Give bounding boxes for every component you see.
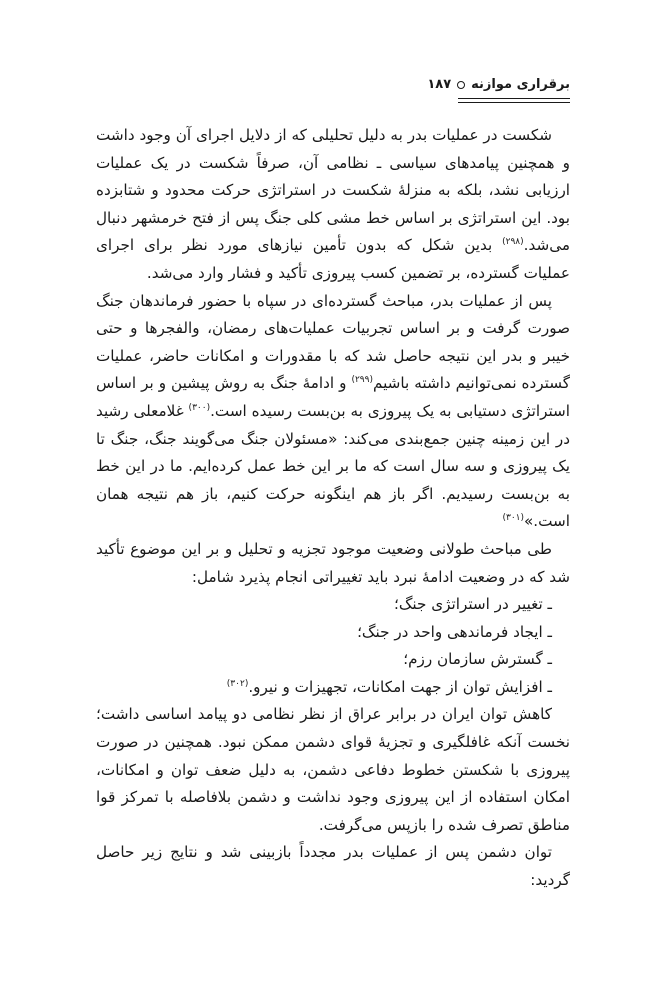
paragraph-3-text: طی مباحث طولانی وضعیت موجود تجزیه و تحلیل و بر این موضوع تأکید شد که در وضعیت ادامهٔ نبرد باید تغییراتی انجام پذیرد شامل: — [96, 539, 570, 586]
paragraph-1 — [96, 122, 570, 288]
paragraph-5-text: توان دشمن پس از عملیات بدر مجدداً بازبینی شد و نتایج زیر حاصل گردید: — [96, 843, 570, 890]
header-title: برقراری موازنه — [471, 77, 570, 92]
page-number: ۱۸۷ — [427, 77, 452, 92]
paragraph-5 — [96, 839, 570, 894]
changes-list — [96, 591, 570, 701]
paragraph-1-text-cont: بدین شکل که بدون تأمین نیازهای مورد نظر برای اجرای عملیات گسترده، بر تضمین کسب پیروزی تأکید و فشار وارد می‌شد. — [96, 236, 570, 282]
footnote-ref-298: (۲۹۸) — [502, 237, 524, 248]
paragraph-4-text: کاهش توان ایران در برابر عراق از نظر نظامی دو پیامد اساسی داشت؛ نخست آنکه غافلگیری و تجزیهٔ قوای دشمن ممکن نبود. همچنین در صورت پیروزی با شکستن خطوط دفاعی دشمن، به دلیل ضعف توان و امکانات، امکان استفاده از این پیروزی وجود نداشت و دشمن بلافاصله با تمرکز قوا مناطق تصرف شده را بازپس می‌گرفت. — [96, 705, 570, 834]
paragraph-2 — [96, 288, 570, 536]
paragraph-1-text: شکست در عملیات بدر به دلیل تحلیلی که از دلایل اجرای آن وجود داشت و همچنین پیامدهای سیاسی ـ نظامی آن، صرفاً شکست در یک عملیات ارزیابی نشد، بلکه به منزلهٔ شکست در استراتژی حرکت محدود و شتابزده بود. این استراتژی بر اساس خط مشی کلی جنگ پس از فتح خرمشهر دنبال می‌شد. — [96, 126, 570, 255]
header-double-rule — [458, 98, 570, 103]
footnote-ref-302: (۳۰۲) — [226, 678, 249, 689]
body-text — [96, 122, 570, 895]
paragraph-2-text-cont: و ادامهٔ جنگ به روش پیشین و بر اساس استراتژی دستیابی به یک پیروزی به بن‌بست رسیده است. — [96, 374, 570, 420]
list-item: ـ ایجاد فرماندهی واحد در جنگ؛ — [357, 622, 552, 641]
list-item: ـ گسترش سازمان رزم؛ — [403, 650, 552, 669]
footnote-ref-301: (۳۰۱) — [502, 513, 525, 524]
circle-ornament-icon — [457, 81, 465, 89]
footnote-ref-299: (۲۹۹) — [351, 375, 373, 386]
running-header — [420, 76, 570, 94]
list-item-text: ـ افزایش توان از جهت امکانات، تجهیزات و نیرو. — [248, 677, 552, 696]
paragraph-2-text: پس از عملیات بدر، مباحث گسترده‌ای در سپاه با حضور فرماندهان جنگ صورت گرفت و بر اساس تجربیات عملیات‌های رمضان، والفجرها و حتی خیبر و بدر این نتیجه حاصل شد که با مقدورات و امکانات حاضر، عملیات گسترده نمی‌توانیم داشته باشیم — [96, 291, 570, 393]
paragraph-3 — [96, 536, 570, 591]
list-item: ـ تغییر در استراتژی جنگ؛ — [394, 595, 552, 614]
paragraph-2-quote: غلامعلی رشید در این زمینه چنین جمع‌بندی می‌کند: «مسئولان جنگ می‌گویند جنگ، جنگ تا یک پیروزی و سه سال است که ما بر این خط عمل کرده‌ایم. ما در این خط به بن‌بست رسیدیم. اگر باز هم اینگونه حرکت کنیم، باز هم نتیجه همان است.» — [96, 401, 570, 531]
footnote-ref-300: (۳۰۰) — [188, 402, 211, 413]
list-item — [96, 674, 570, 702]
paragraph-4 — [96, 701, 570, 839]
